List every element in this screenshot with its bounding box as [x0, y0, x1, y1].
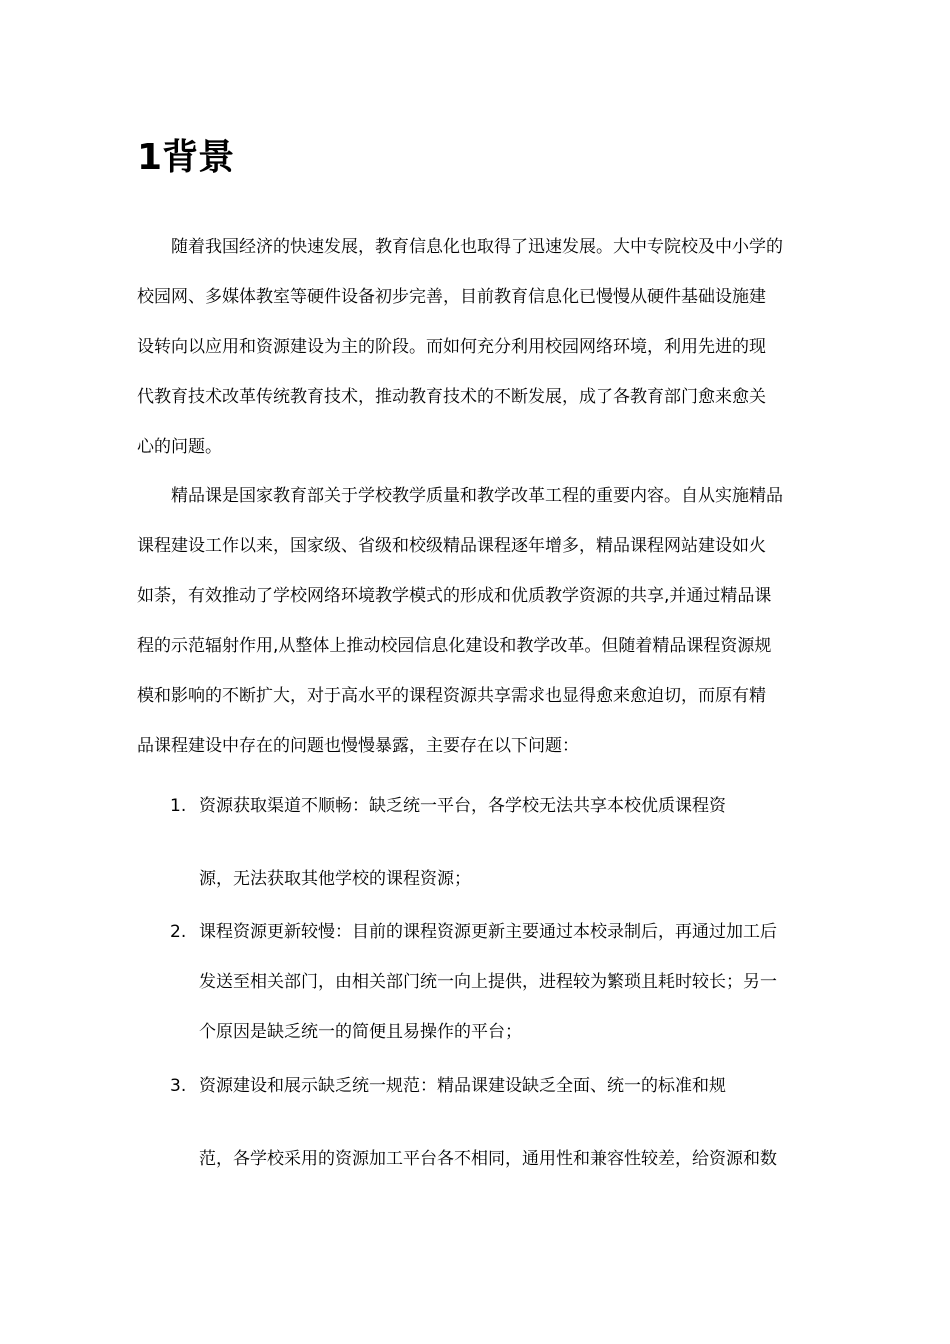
paragraph-2: [137, 471, 827, 771]
list-line: 范，各学校采用的资源加工平台各不相同，通用性和兼容性较差，给资源和数: [199, 1149, 777, 1169]
paragraph-line: 品课程建设中存在的问题也慢慢暴露，主要存在以下问题：: [137, 736, 579, 756]
paragraph-line: 程的示范辐射作用,从整体上推动校园信息化建设和教学改革。但随着精品课程资源规: [137, 636, 772, 656]
paragraph-line: 设转向以应用和资源建设为主的阶段。而如何充分利用校园网络环境，利用先进的现: [137, 337, 766, 357]
list-line: 发送至相关部门，由相关部门统一向上提供，进程较为繁琐且耗时较长；另一: [199, 972, 777, 992]
paragraph-line: 代教育技术改革传统教育技术，推动教育技术的不断发展，成了各教育部门愈来愈关: [137, 387, 766, 407]
list-number: 3.: [170, 1076, 187, 1096]
list-number: 1.: [170, 796, 187, 816]
paragraph-line: 课程建设工作以来，国家级、省级和校级精品课程逐年增多，精品课程网站建设如火: [137, 536, 766, 556]
paragraph-line: 如荼，有效推动了学校网络环境教学模式的形成和优质教学资源的共享,并通过精品课: [137, 586, 772, 606]
paragraph-line: 随着我国经济的快速发展，教育信息化也取得了迅速发展。大中专院校及中小学的: [171, 237, 783, 257]
section-heading: [137, 132, 234, 184]
list-number: 2.: [170, 922, 187, 942]
list-line: 课程资源更新较慢：目前的课程资源更新主要通过本校录制后，再通过加工后: [199, 922, 777, 942]
list-line: 资源获取渠道不顺畅：缺乏统一平台，各学校无法共享本校优质课程资: [199, 796, 726, 816]
paragraph-line: 模和影响的不断扩大，对于高水平的课程资源共享需求也显得愈来愈迫切，而原有精: [137, 686, 766, 706]
paragraph-line: 精品课是国家教育部关于学校教学质量和教学改革工程的重要内容。自从实施精品: [171, 486, 783, 506]
section-title: 背景: [162, 137, 235, 178]
list-line: 源，无法获取其他学校的课程资源；: [199, 869, 471, 889]
paragraph-line: 心的问题。: [137, 437, 222, 457]
section-number: 1: [137, 137, 163, 178]
list-line: 个原因是缺乏统一的简便且易操作的平台；: [199, 1022, 522, 1042]
list-line: 资源建设和展示缺乏统一规范：精品课建设缺乏全面、统一的标准和规: [199, 1076, 726, 1096]
paragraph-1: [137, 222, 827, 472]
paragraph-line: 校园网、多媒体教室等硬件设备初步完善，目前教育信息化已慢慢从硬件基础设施建: [137, 287, 766, 307]
